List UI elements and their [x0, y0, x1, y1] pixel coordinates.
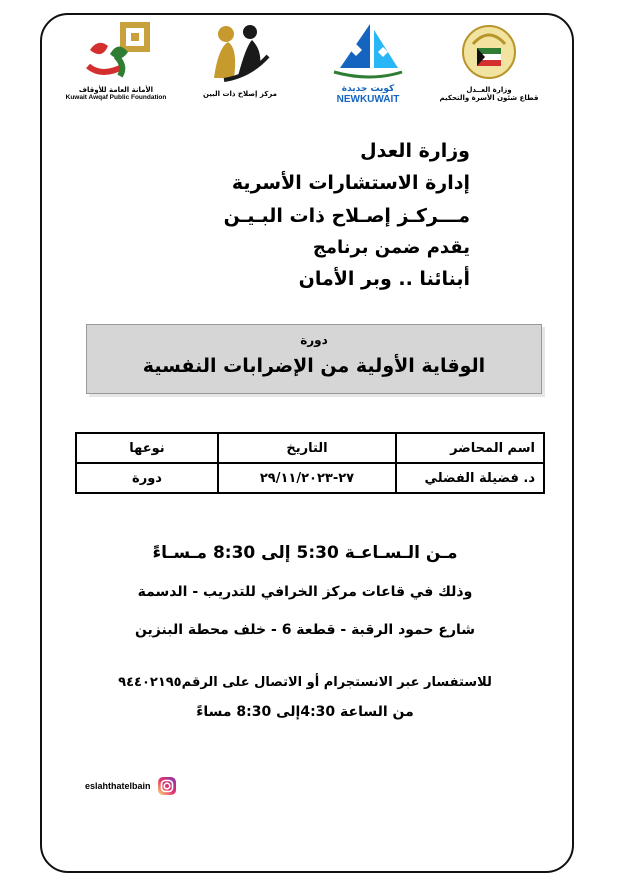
instagram-contact[interactable] — [85, 776, 177, 796]
course-label: دورة — [300, 333, 328, 347]
inquiry-line: للاستفسار عبر الانستجرام أو الاتصال على الرقم٩٤٤٠٢١٩٥ — [118, 675, 492, 690]
date-cell: ٢٧-٢٩/١١/٢٠٢٣ — [218, 463, 396, 493]
table-row — [76, 463, 544, 493]
newkuwait-name-ar: كويت جديدة — [341, 84, 395, 94]
instagram-handle[interactable]: eslahthatelbain — [85, 781, 151, 791]
newkuwait-name-en: NEWKUWAIT — [336, 94, 400, 105]
newkuwait-logo — [322, 20, 414, 105]
center-heading: مـــركـز إصـلاح ذات البـيـن — [223, 205, 470, 227]
awqaf-name-en: Kuwait Awqaf Public Foundation — [65, 94, 167, 101]
time-line: مـن الـسـاعـة 5:30 إلى 8:30 مـسـاءً — [152, 543, 458, 563]
type-cell: دورة — [76, 463, 218, 493]
center-logo — [196, 20, 284, 98]
location-line: وذلك في قاعات مركز الخرافي للتدريب - الدسمة — [137, 584, 473, 600]
table-header-cell: التاريخ — [218, 433, 396, 463]
program-heading: أبنائنا .. وبر الأمان — [298, 268, 470, 290]
center-caption: مركز إصلاح ذات البين — [202, 90, 278, 98]
address-line: شارع حمود الرقبة - قطعة 6 - خلف محطة البنزين — [134, 622, 476, 638]
course-box — [86, 324, 542, 394]
moj-sector: قطاع شئون الأسرة والتحكيم — [439, 94, 539, 102]
table-header-cell: نوعها — [76, 433, 218, 463]
sail-emblem-icon — [330, 20, 406, 80]
lecturer-cell: د. فضيلة الفضلي — [396, 463, 544, 493]
moj-logo — [434, 20, 544, 102]
presents-heading: يقدم ضمن برنامج — [312, 237, 470, 258]
awqaf-emblem-icon — [76, 20, 156, 82]
kuwait-emblem-icon — [459, 20, 519, 82]
department-heading: إدارة الاستشارات الأسرية — [231, 172, 470, 194]
course-info-table — [75, 432, 545, 494]
awqaf-logo — [64, 20, 168, 101]
awqaf-name-ar: الأمانة العامة للأوقاف — [78, 86, 154, 94]
people-emblem-icon — [204, 20, 276, 86]
moj-name: وزارة العــدل — [466, 86, 512, 94]
instagram-icon[interactable] — [157, 776, 177, 796]
ministry-heading: وزارة العدل — [360, 140, 470, 162]
inquiry-time-line: من الساعة 4:30إلى 8:30 مساءً — [196, 704, 414, 720]
table-header-cell: اسم المحاضر — [396, 433, 544, 463]
table-header-row — [76, 433, 544, 463]
course-title: الوقاية الأولية من الإضرابات النفسية — [142, 355, 486, 377]
